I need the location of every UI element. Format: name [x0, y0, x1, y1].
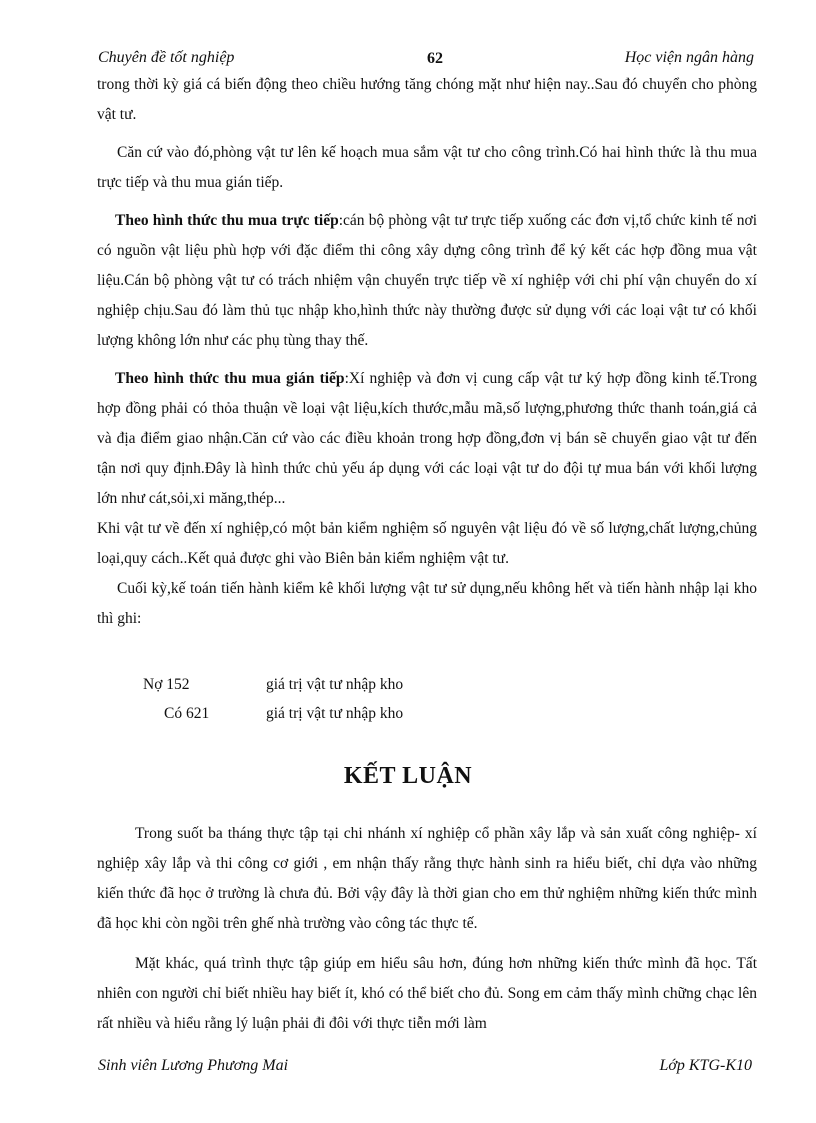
conclusion-paragraph-1: Trong suốt ba tháng thực tập tại chi nhánh xí nghiệp cổ phần xây lắp và sản xuất công nghiệp- xí nghiệp xây lắp và thi công cơ giới , em nhận thấy rằng thực hành sinh ra hiểu biết, chỉ dựa vào những kiến thức đã học ở trường là chưa đủ. Bởi vậy đây là thời gian cho em thử nghiệm những kiến thức mình đã học khi còn ngồi trên ghế nhà trường vào công tác thực tế.	[97, 825, 757, 932]
footer-left-text: Sinh viên Lương Phương Mai	[98, 1057, 289, 1074]
conclusion-title: KẾT LUẬN	[343, 763, 473, 789]
header-right-text: Học viện ngân hàng	[624, 49, 754, 66]
paragraph-3	[97, 206, 757, 356]
paragraph-3-heading: Theo hình thức thu mua trực tiếp	[115, 212, 339, 229]
conclusion-paragraph-2: Mặt khác, quá trình thực tập giúp em hiểu sâu hơn, đúng hơn những kiến thức mình đã học. Tất nhiên con người chỉ biết nhiều hay biết ít, khó có thể biết cho đủ. Song em cảm thấy mình chững chạc lên rất nhiều và hiểu rằng lý luận phải đi đôi với thực tiễn mới làm	[97, 955, 757, 1032]
paragraph-1: trong thời kỳ giá cá biến động theo chiều hướng tăng chóng mặt như hiện nay..Sau đó chuyển cho phòng vật tư.	[97, 76, 757, 123]
paragraph-6: Cuối kỳ,kế toán tiến hành kiểm kê khối lượng vật tư sử dụng,nếu không hết và tiến hành nhập lại kho thì ghi:	[97, 580, 757, 627]
debit-description: giá trị vật tư nhập kho	[266, 676, 404, 693]
paragraph-4-heading: Theo hình thức thu mua gián tiếp	[115, 370, 345, 387]
body-text	[97, 70, 757, 634]
header-left-text: Chuyên đề tốt nghiệp	[98, 49, 235, 66]
paragraph-4-text: :Xí nghiệp và đơn vị cung cấp vật tư ký hợp đồng kinh tế.Trong hợp đồng phải có thỏa thuận về loại vật liệu,kích thước,mẫu mã,số lượng,phương thức thanh toán,giá cả và địa điểm giao nhận.Căn cứ vào các điều khoản trong hợp đồng,đơn vị bán sẽ chuyển giao vật tư đến tận nơi quy định.Đây là hình thức chủ yếu áp dụng với các loại vật tư do đội tự mua bán với khối lượng lớn như cát,sỏi,xi măng,thép...	[97, 370, 757, 507]
paragraph-3-text: :cán bộ phòng vật tư trực tiếp xuống các đơn vị,tổ chức kinh tế nơi có nguồn vật liệu phù hợp với đặc điểm thi công xây dựng công trình để ký kết các hợp đồng mua vật liệu.Cán bộ phòng vật tư có trách nhiệm vận chuyển trực tiếp về xí nghiệp với chi phí vận chuyển do xí nghiệp chịu.Sau đó làm thủ tục nhập kho,hình thức này thường được sử dụng với các loại vật tư có khối lượng không lớn như các phụ tùng thay thế.	[97, 212, 758, 349]
footer-right-text: Lớp KTG-K10	[659, 1057, 752, 1074]
debit-account: Nợ 152	[143, 676, 190, 693]
credit-description: giá trị vật tư nhập kho	[266, 705, 404, 722]
paragraph-5: Khi vật tư về đến xí nghiệp,có một bản kiểm nghiệm số nguyên vật liệu đó về số lượng,chất lượng,chủng loại,quy cách..Kết quả được ghi vào Biên bản kiểm nghiệm vật tư.	[97, 520, 757, 567]
conclusion-text	[97, 819, 757, 1039]
page-number: 62	[427, 50, 443, 67]
paragraph-4	[97, 364, 757, 514]
paragraph-2: Căn cứ vào đó,phòng vật tư lên kế hoạch mua sắm vật tư cho công trình.Có hai hình thức là thu mua trực tiếp và thu mua gián tiếp.	[97, 144, 757, 191]
credit-account: Có 621	[164, 705, 210, 722]
